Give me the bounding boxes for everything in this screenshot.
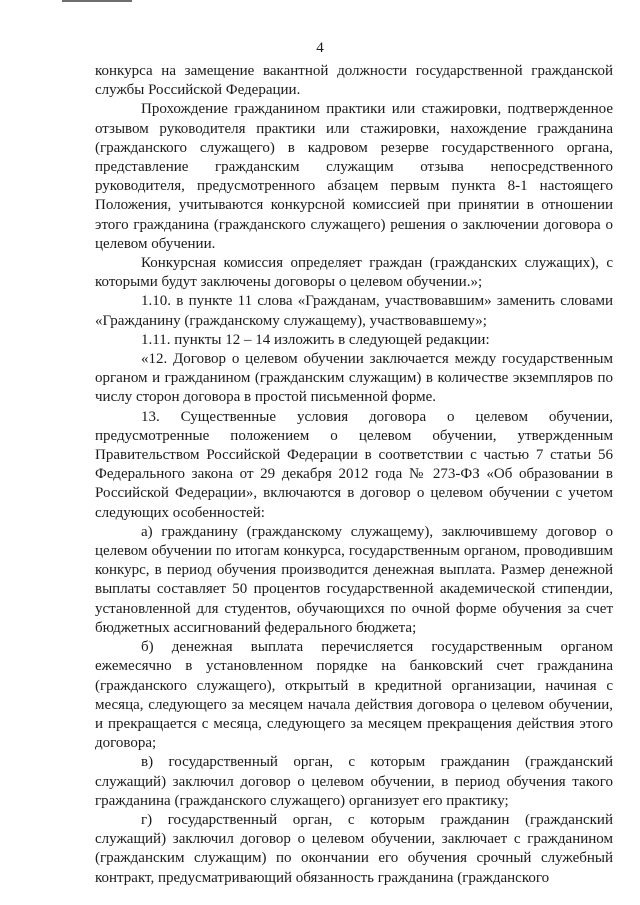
paragraph-11: г) государственный орган, с которым гражданин (гражданский служащий) заключил договор о целевом обучении, заключает с гражданином (гражданским служащим) по окончании его обучения срочный служебный контракт, предусматривающий обязанность гражданина (гражданского — [95, 811, 613, 886]
paragraph-10: в) государственный орган, с которым гражданин (гражданский служащий) заключил договор о целевом обучении, в период обучения такого гражданина (гражданского служащего) организует его практику; — [95, 754, 613, 809]
paragraph-7: 13. Существенные условия договора о целевом обучении, предусмотренные положением о целевом обучении, утвержденным Правительством Российской Федерации в соответствии с частью 7 статьи 56 Федерального закона от 29 декабря 2012 года № 273-ФЗ «Об образовании в Российской Федерации», включаются в договор о целевом обучении с учетом следующих особенностей: — [95, 408, 613, 521]
paragraph-4: 1.10. в пункте 11 слова «Гражданам, участвовавшим» заменить словами «Гражданину (гражданскому служащему), участвовавшему»; — [95, 293, 613, 329]
paragraph-6: «12. Договор о целевом обучении заключается между государственным органом и гражданином (гражданским служащим) в количестве экземпляров по числу сторон договора в простой письменной форме. — [95, 351, 613, 406]
paragraph-3: Конкурсная комиссия определяет граждан (гражданских служащих), с которыми будут заключены договоры о целевом обучении.»; — [95, 255, 613, 291]
scan-edge-mark — [62, 0, 132, 2]
paragraph-8: а) гражданину (гражданскому служащему), заключившему договор о целевом обучении по итогам конкурса, государственным органом, проводившим конкурс, в период обучения производится денежная выплата. Размер денежной выплаты составляет 50 процентов государственной академической стипендии, установленной для студентов, обучающихся по очной форме обучения за счет бюджетных ассигнований федерального бюджета; — [95, 523, 613, 636]
paragraph-2: Прохождение гражданином практики или стажировки, подтвержденное отзывом руководителя практики или стажировки, нахождение гражданина (гражданского служащего) в кадровом резерве государственного органа, представление гражданским служащим отзыва непосредственного руководителя, предусмотренного абзацем первым пункта 8-1 настоящего Положения, учитываются конкурсной комиссией при принятии в отношении этого гражданина (гражданского служащего) решения о заключении договора о целевом обучении. — [95, 101, 613, 252]
paragraph-1: конкурса на замещение вакантной должности государственной гражданской службы Российской Федерации. — [95, 63, 613, 99]
page-number: 4 — [316, 40, 324, 56]
paragraph-5: 1.11. пункты 12 – 14 изложить в следующей редакции: — [141, 331, 490, 348]
document-body — [95, 62, 613, 888]
paragraph-9: б) денежная выплата перечисляется государственным органом ежемесячно в установленном порядке на банковский счет гражданина (гражданского служащего), открытый в кредитной организации, начиная с месяца, следующего за месяцем начала действия договора о целевом обучении, и прекращается с месяца, следующего за месяцем прекращения действия этого договора; — [95, 639, 613, 752]
